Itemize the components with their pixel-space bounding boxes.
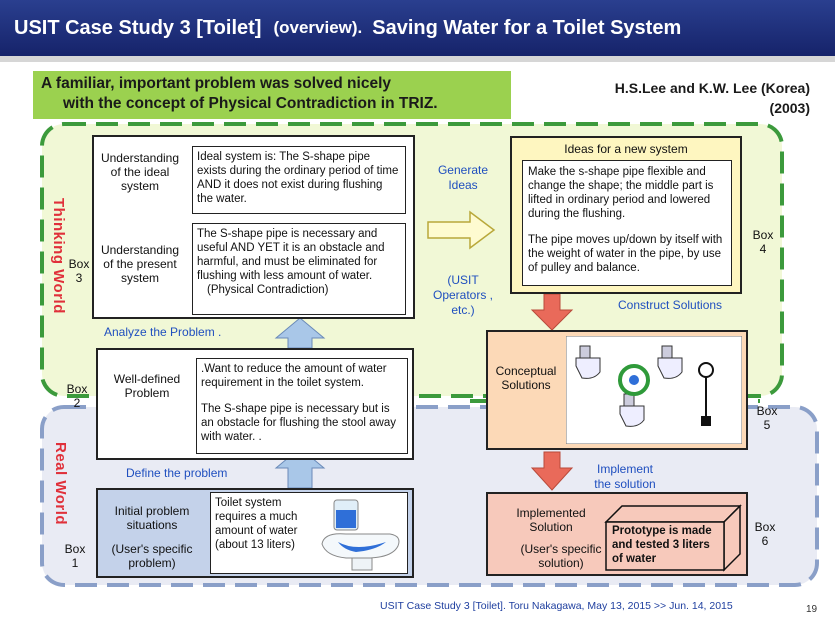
box1-label-sub: (User's specific problem) (111, 542, 193, 570)
box3-label-num: 3 (75, 271, 83, 285)
title-sub: (overview). (273, 18, 363, 37)
box3-present-text: The S-shape pipe is necessary and useful AND YET it is an obstacle and harmful, and must be eliminated for flushing with less amount of water. (197, 228, 385, 282)
caption-analyze: Analyze the Problem . (104, 325, 222, 339)
box5-label-text: Conceptual Solutions (495, 364, 557, 392)
box2-label-box: Box (66, 382, 88, 396)
authors-year: (2003) (769, 100, 810, 116)
usit-operators-label: (USIT Operators , etc.) (432, 273, 494, 317)
box4-text2: The pipe moves up/down by itself with the weight of water in the pipe, by use of pulley and balance. (528, 234, 723, 274)
box1-label-box: Box (64, 542, 86, 556)
headline-line1: A familiar, important problem was solved nicely (41, 75, 391, 92)
box6-label-num: 6 (761, 534, 769, 548)
authors-names: H.S.Lee and K.W. Lee (Korea) (614, 80, 810, 96)
conceptual-sketch (566, 336, 742, 444)
box2-text-box (196, 358, 408, 454)
toilet-icon (316, 496, 404, 572)
real-world-label: Real World (52, 442, 69, 526)
box2-text1: .Want to reduce the amount of water requirement in the toilet system. (201, 363, 387, 389)
box3-present-note: (Physical Contradiction) (207, 284, 329, 296)
caption-define: Define the problem (126, 466, 228, 480)
box2-text2: The S-shape pipe is necessary but is an obstacle for flushing the stool away with water. . (201, 403, 396, 443)
prototype-text: Prototype is made and tested 3 liters of water (612, 525, 712, 565)
box3-label-box: Box (68, 257, 90, 271)
thinking-world-label: Thinking World (50, 198, 67, 314)
box4-text1: Make the s-shape pipe flexible and change the shape; the middle part is lifted in ordinary period and lowered during the flushing. (528, 166, 714, 220)
box2-label-num: 2 (73, 396, 81, 410)
caption-implement: Implement the solution (594, 462, 656, 491)
generate-ideas-label: Generate Ideas (437, 163, 489, 192)
caption-construct: Construct Solutions (618, 298, 723, 312)
box1-label-num: 1 (71, 556, 79, 570)
box1-text: Toilet system requires a much amount of water (about 13 liters) (215, 497, 298, 551)
box4-label (748, 228, 778, 256)
footer-text: USIT Case Study 3 [Toilet]. Toru Nakagawa, May 13, 2015 >> Jun. 14, 2015 (380, 600, 733, 612)
page-number: 19 (806, 604, 818, 615)
title-end: Saving Water for a Toilet System (372, 16, 682, 39)
box4-title: Ideas for a new system (564, 142, 688, 156)
box3-ideal-text: Ideal system is: The S-shape pipe exists during the ordinary period of time AND it does not exist during flushing the water. (192, 146, 406, 214)
box5-label-box: Box (756, 404, 778, 418)
box3-present-box (192, 223, 406, 315)
box4-label-num: 4 (759, 242, 767, 256)
box4-text-box (522, 160, 732, 286)
box4-label-box: Box (752, 228, 774, 242)
box1-label-text: Initial problem situations (114, 504, 190, 532)
box3-present-label: Understanding of the present system (100, 243, 180, 285)
box5-label (752, 404, 782, 432)
box5-label-num: 5 (763, 418, 771, 432)
box3-ideal-label: Understanding of the ideal system (100, 151, 180, 193)
box1-label (60, 542, 90, 570)
box3-label (64, 257, 94, 285)
title-main: USIT Case Study 3 [Toilet] (14, 16, 262, 39)
box6-label-box: Box (754, 520, 776, 534)
box6-label (750, 520, 780, 548)
box2-label-text: Well-defined Problem (113, 372, 181, 400)
headline-line2: with the concept of Physical Contradiction in TRIZ. (63, 95, 438, 112)
box6-label-sub: (User's specific solution) (520, 542, 602, 570)
box2-label (62, 382, 92, 410)
box6-label-text: Implemented Solution (516, 506, 586, 534)
